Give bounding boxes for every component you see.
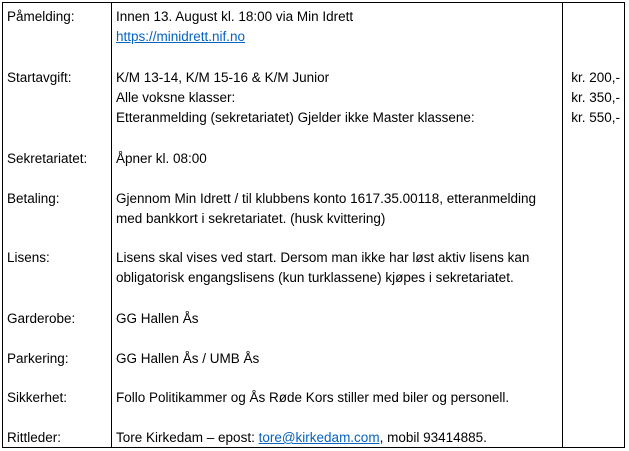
- lisens-line-1: Lisens skal vises ved start. Dersom man ikke har løst aktiv lisens kan: [116, 250, 530, 265]
- parkering-text: GG Hallen Ås / UMB Ås: [116, 351, 260, 366]
- label-pamelding: Påmelding:: [7, 9, 75, 24]
- betaling-line-1: Gjennom Min Idrett / til klubbens konto 1617.35.00118, etteranmelding: [116, 191, 537, 206]
- sikkerhet-text: Follo Politikammer og Ås Røde Kors stiller med biler og personell.: [116, 390, 510, 405]
- price-2: kr. 350,-: [571, 90, 620, 105]
- label-startavgift: Startavgift:: [7, 70, 72, 85]
- column-divider-label: [111, 2, 112, 448]
- rittleder-text: [116, 428, 487, 448]
- column-divider-price: [562, 2, 563, 448]
- label-garderobe: Garderobe:: [7, 311, 76, 326]
- garderobe-text: GG Hallen Ås: [116, 311, 199, 326]
- startavgift-line-1: K/M 13-14, K/M 15-16 & K/M Junior: [116, 70, 330, 85]
- sekretariatet-text: Åpner kl. 08:00: [116, 151, 207, 166]
- label-lisens: Lisens:: [7, 250, 50, 265]
- label-sikkerhet: Sikkerhet:: [7, 390, 68, 405]
- startavgift-line-2: Alle voksne klasser:: [116, 90, 236, 105]
- betaling-line-2: med bankkort i sekretariatet. (husk kvittering): [116, 211, 386, 226]
- startavgift-line-3: Etteranmelding (sekretariatet) Gjelder ikke Master klassene:: [116, 110, 475, 125]
- rittleder-suffix: , mobil 93414885.: [379, 430, 487, 445]
- label-rittleder: Rittleder:: [7, 430, 62, 445]
- label-betaling: Betaling:: [7, 191, 60, 206]
- pamelding-link-wrap: [116, 27, 245, 47]
- rittleder-prefix: Tore Kirkedam – epost:: [116, 430, 259, 445]
- price-1: kr. 200,-: [571, 70, 620, 85]
- email-link[interactable]: tore@kirkedam.com: [258, 430, 380, 445]
- label-sekretariatet: Sekretariatet:: [7, 151, 88, 166]
- lisens-line-2: obligatorisk engangslisens (kun turklassene) kjøpes i sekretariatet.: [116, 270, 514, 285]
- minidrett-link[interactable]: https://minidrett.nif.no: [116, 29, 246, 44]
- price-3: kr. 550,-: [571, 110, 620, 125]
- label-parkering: Parkering:: [7, 351, 69, 366]
- pamelding-text: Innen 13. August kl. 18:00 via Min Idrett: [116, 9, 354, 24]
